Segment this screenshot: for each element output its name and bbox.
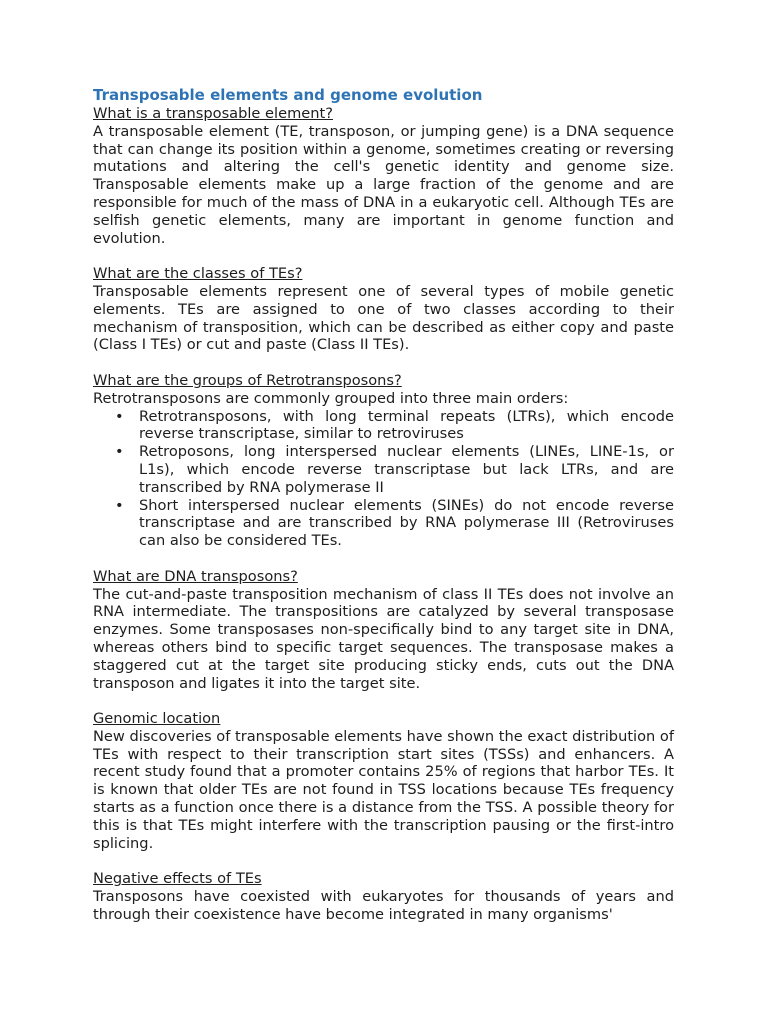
document-page [93, 86, 674, 941]
bullet-item: • Retrotransposons, with long terminal repeats (LTRs), which encode reverse transcriptase, similar to retroviruses [139, 408, 674, 444]
section-paragraph: The cut-and-paste transposition mechanism of class II TEs does not involve an RNA intermediate. The transpositions are catalyzed by several transposase enzymes. Some transposases non-specifically bind to any target site in DNA, whereas others bind to specific target sequences. The transposase makes a staggered cut at the target site producing sticky ends, cuts out the DNA transposon and ligates it into the target site. [93, 585, 674, 692]
section-genomic-location [93, 710, 674, 852]
section-dna-transposons [93, 568, 674, 693]
section-heading: What are DNA transposons? [93, 567, 298, 585]
bullet-item: • Retroposons, long interspersed nuclear elements (LINEs, LINE-1s, or L1s), which encode reverse transcriptase but lack LTRs, and are transcribed by RNA polymerase II [139, 443, 674, 496]
section-paragraph: Transposable elements represent one of several types of mobile genetic elements. TEs are assigned to one of two classes according to their mechanism of transposition, which can be described as either copy and paste (Class I TEs) or cut and paste (Class II TEs). [93, 282, 674, 354]
section-negative-effects [93, 870, 674, 923]
section-paragraph: A transposable element (TE, transposon, or jumping gene) is a DNA sequence that can change its position within a genome, sometimes creating or reversing mutations and altering the cell's genetic identity and genome size. Transposable elements make up a large fraction of the genome and are responsible for much of the mass of DNA in a eukaryotic cell. Although TEs are selfish genetic elements, many are important in genome function and evolution. [93, 122, 674, 247]
section-paragraph: Transposons have coexisted with eukaryotes for thousands of years and through their coexistence have become integrated in many organisms' [93, 888, 674, 923]
section-paragraph: Retrotransposons are commonly grouped into three main orders: [93, 389, 569, 407]
bullet-item: • Short interspersed nuclear elements (SINEs) do not encode reverse transcriptase and are transcribed by RNA polymerase III (Retroviruses can also be considered TEs. [139, 497, 674, 550]
section-heading: Negative effects of TEs [93, 870, 262, 888]
section-paragraph: New discoveries of transposable elements have shown the exact distribution of TEs with respect to their transcription start sites (TSSs) and enhancers. A recent study found that a promoter contains 25% of regions that harbor TEs. It is known that older TEs are not found in TSS locations because TEs frequency starts as a function once there is a distance from the TSS. A possible theory for this is that TEs might interfere with the transcription pausing or the first-intro splicing. [93, 727, 674, 852]
section-heading: What are the classes of TEs? [93, 265, 303, 283]
bullet-list [93, 408, 674, 550]
document-title: Transposable elements and genome evolution [93, 86, 483, 104]
section-heading: What is a transposable element? [93, 105, 333, 122]
section-heading: Genomic location [93, 710, 221, 728]
section-retrotransposon-groups [93, 372, 674, 550]
section-te-classes [93, 265, 674, 354]
section-what-is-te [93, 105, 674, 247]
section-heading: What are the groups of Retrotransposons? [93, 371, 402, 389]
